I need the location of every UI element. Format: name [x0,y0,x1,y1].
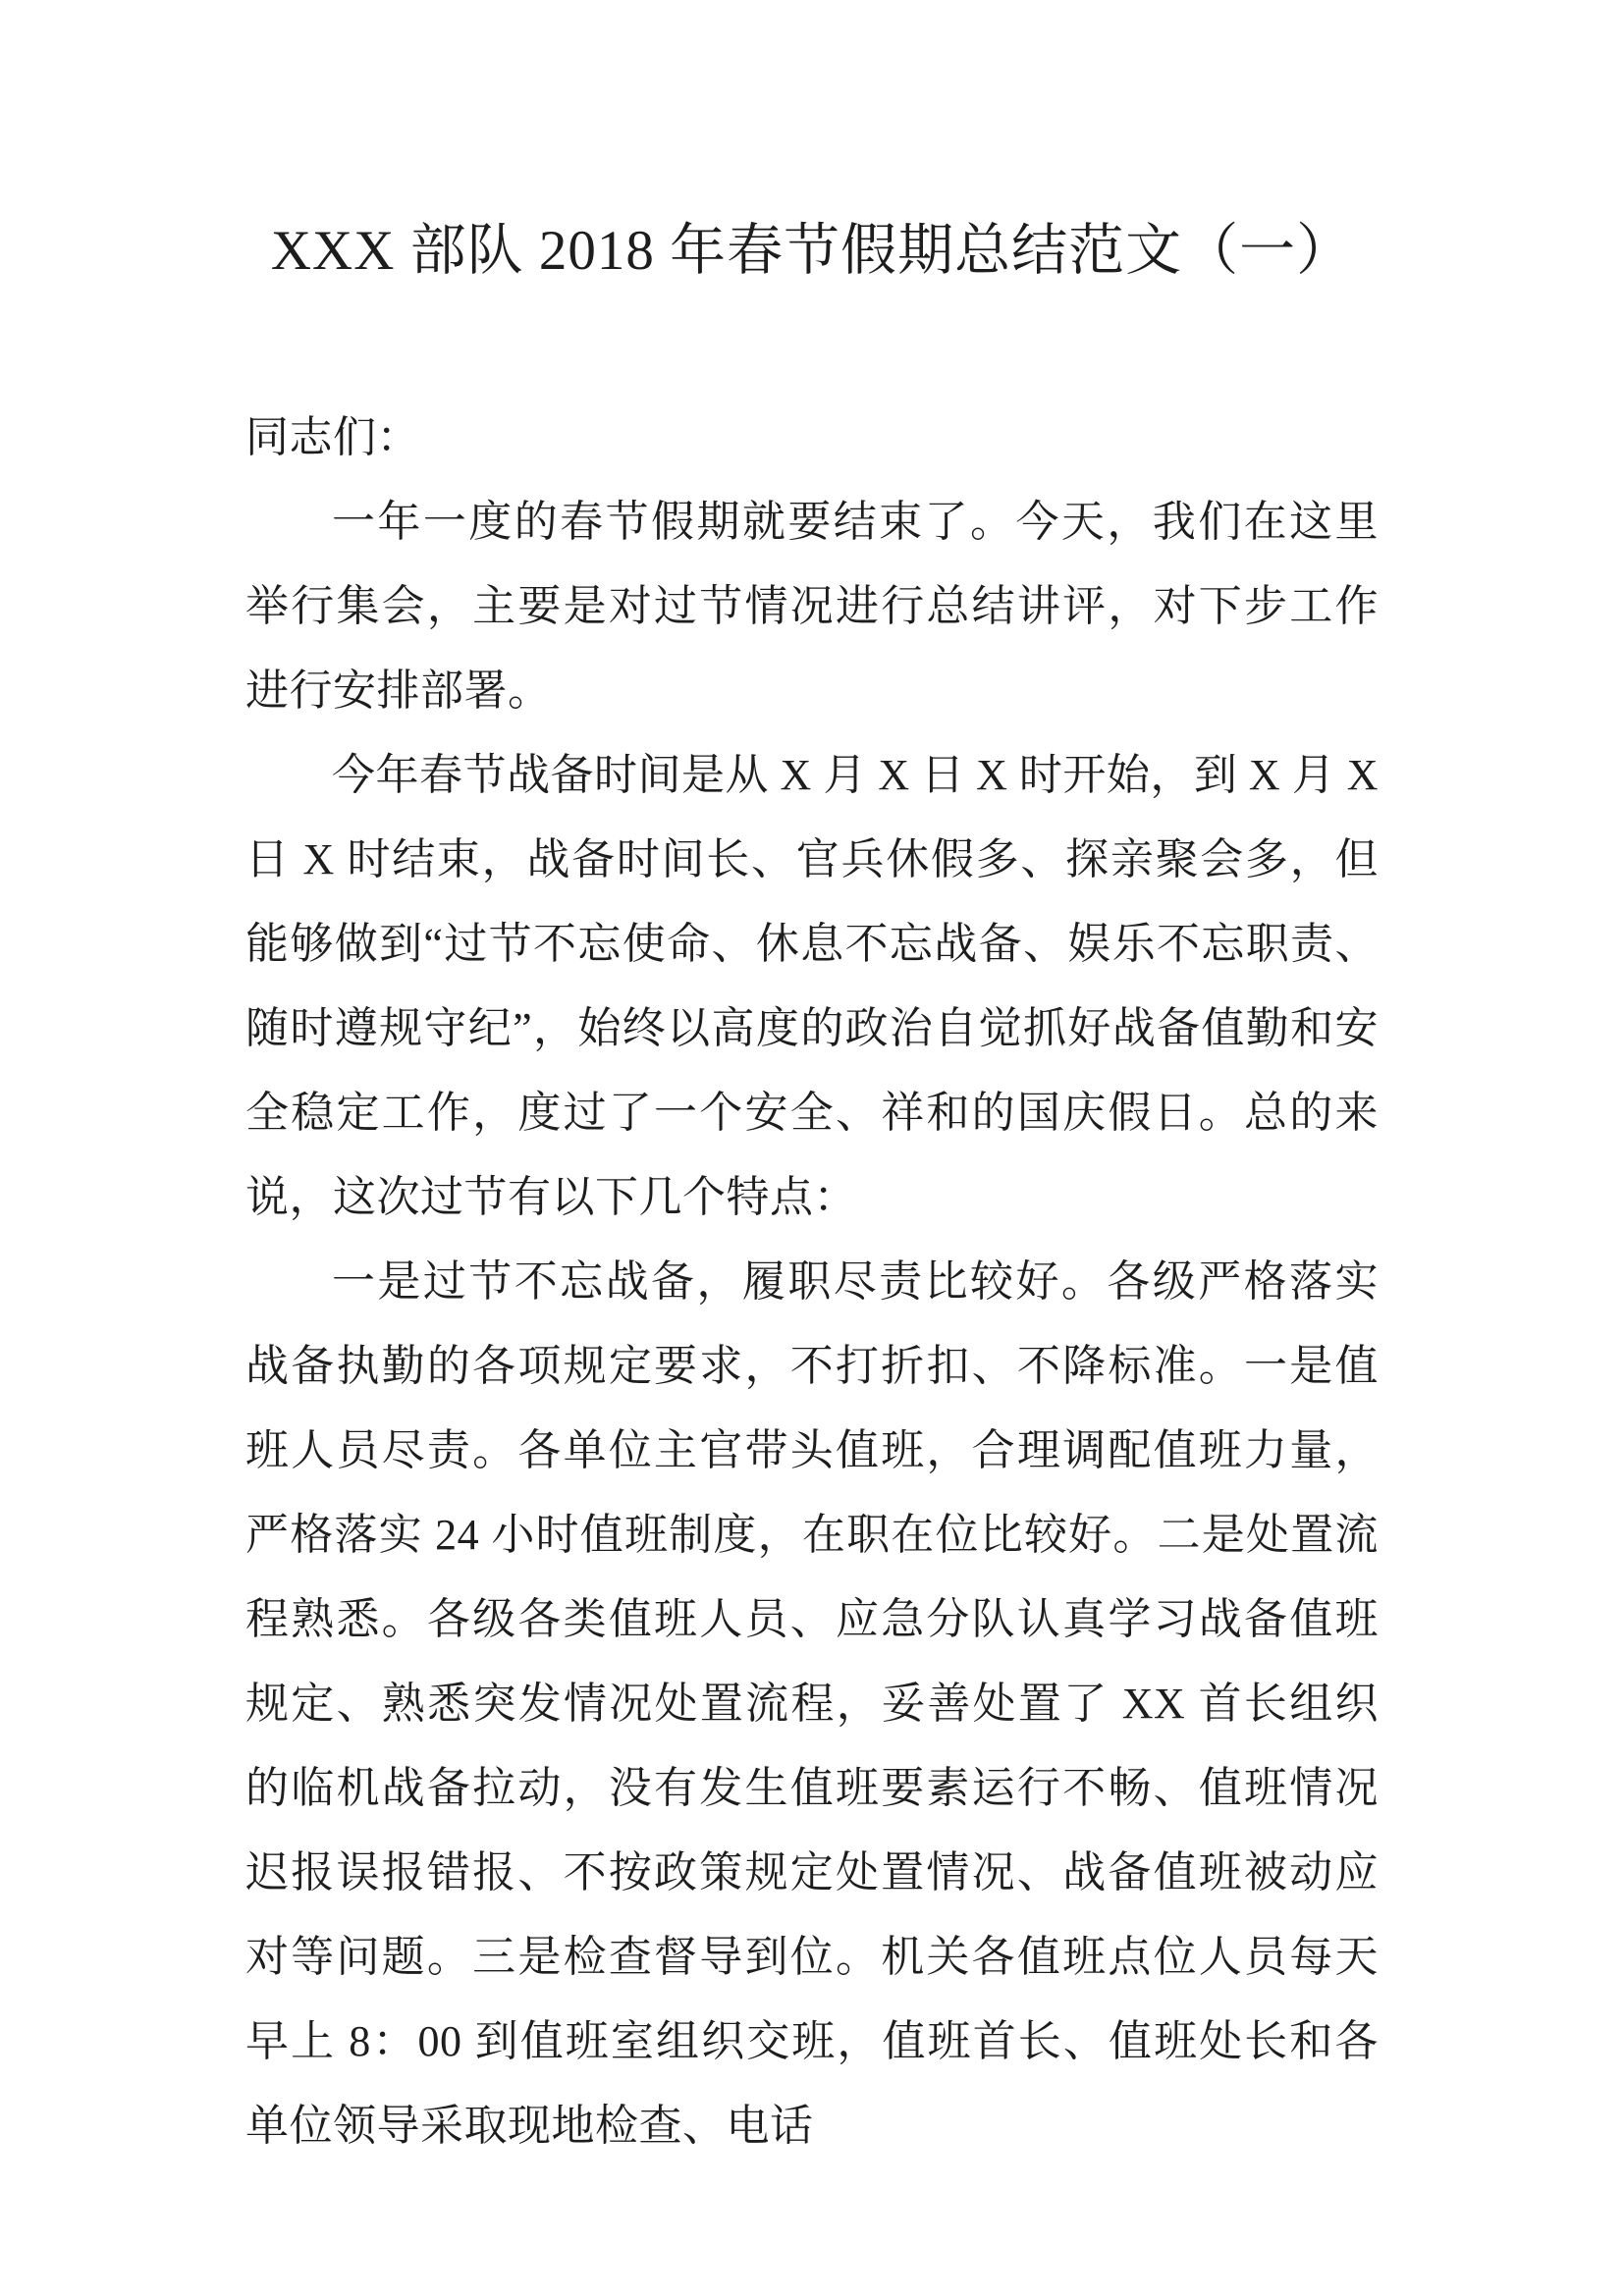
document-title: XXX 部队 2018 年春节假期总结范文（一） [270,220,1354,282]
paragraph-point-one: 一是过节不忘战备，履职尽责比较好。各级严格落实战备执勤的各项规定要求，不打折扣、不降标准。一是值班人员尽责。各单位主官带头值班，合理调配值班力量，严格落实 24 小时值班制度，在职在位比较好。二是处置流程熟悉。各级各类值班人员、应急分队认真学习战备值班规定、熟悉突发情况处置流程，妥善处置了 XX 首长组织的临机战备拉动，没有发生值班要素运行不畅、值班情况迟报误报错报、不按政策规定处置情况、战备值班被动应对等问题。三是检查督导到位。机关各值班点位人员每天早上 8：00 到值班室组织交班，值班首长、值班处长和各单位领导采取现地检查、电话 [245,1257,1379,2150]
paragraph-readiness-overview: 今年春节战备时间是从 X 月 X 日 X 时开始，到 X 月 X 日 X 时结束，战备时间长、官兵休假多、探亲聚会多，但能够做到“过节不忘使命、休息不忘战备、娱乐不忘职责、随时遵规守纪”，始终以高度的政治自觉抓好战备值勤和安全稳定工作，度过了一个安全、祥和的国庆假日。总的来说，这次过节有以下几个特点： [245,751,1379,1221]
paragraph-salutation: 同志们： [245,413,420,461]
paragraph-opening: 一年一度的春节假期就要结束了。今天，我们在这里举行集会，主要是对过节情况进行总结讲评，对下步工作进行安排部署。 [245,498,1379,715]
